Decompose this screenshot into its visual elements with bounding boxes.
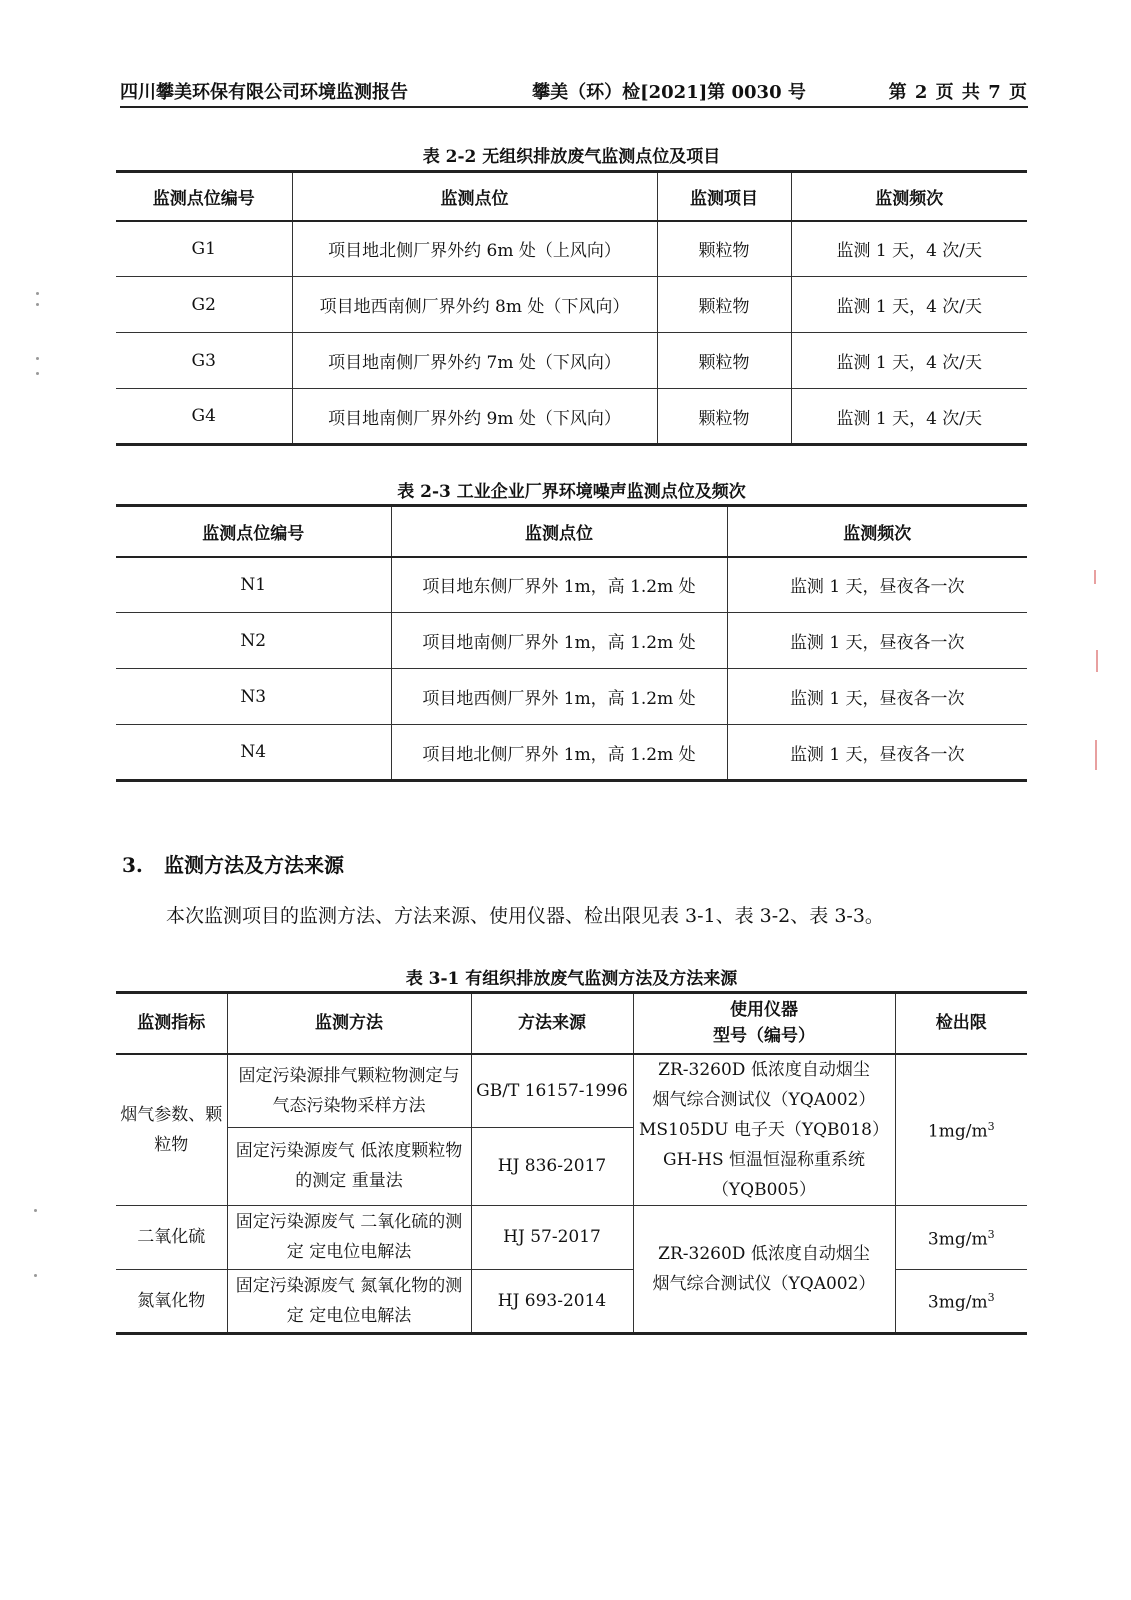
table-cell: 烟气参数、颗粒物 [116, 1054, 227, 1206]
table-cell: G4 [116, 389, 292, 445]
table-cell: 项目地北侧厂界外 1m，高 1.2m 处 [391, 725, 727, 781]
superscript: 3 [987, 1291, 995, 1305]
table-2-2-caption: 表 2-2 无组织排放废气监测点位及项目 [422, 147, 721, 167]
instrument-line: ZR-3260D 低浓度自动烟尘 [658, 1059, 870, 1080]
table-cell [895, 1269, 1027, 1333]
scan-speck [36, 372, 39, 375]
column-header: 监测点位 [292, 172, 657, 221]
detection-limit: 3mg/m [927, 1292, 988, 1313]
section-paragraph: 本次监测项目的监测方法、方法来源、使用仪器、检出限见表 3-1、表 3-2、表 3-3。 [166, 905, 884, 927]
table-row [116, 669, 1027, 725]
table-row [116, 557, 1027, 613]
table-3-1 [116, 991, 1027, 1335]
page-indicator: 第 2 页 共 7 页 [888, 82, 1028, 103]
column-header: 监测点位编号 [116, 172, 292, 221]
column-header: 监测频次 [791, 172, 1027, 221]
page-header [120, 76, 1028, 108]
column-header: 监测点位 [391, 506, 727, 557]
table-cell: 项目地西南侧厂界外约 8m 处（下风向） [292, 277, 657, 333]
section-title-text: 监测方法及方法来源 [164, 853, 344, 877]
table-cell: 监测 1 天，4 次/天 [791, 333, 1027, 389]
scan-speck [34, 1209, 37, 1212]
instrument-line: （YQB005） [711, 1179, 817, 1200]
table-cell: 项目地南侧厂界外 1m，高 1.2m 处 [391, 613, 727, 669]
scan-speck [36, 292, 39, 295]
table-3-1-caption: 表 3-1 有组织排放废气监测方法及方法来源 [405, 969, 738, 989]
column-header-line: 型号（编号） [713, 1026, 815, 1047]
scan-mark [1095, 740, 1097, 770]
table-cell: HJ 57-2017 [471, 1205, 633, 1269]
scan-speck [34, 1274, 37, 1277]
table-cell: 固定污染源废气 低浓度颗粒物的测定 重量法 [227, 1127, 471, 1205]
scan-mark [1096, 650, 1098, 672]
table-cell: N1 [116, 557, 391, 613]
table-2-3-caption: 表 2-3 工业企业厂界环境噪声监测点位及频次 [397, 482, 746, 502]
table-cell: 监测 1 天，昼夜各一次 [727, 613, 1027, 669]
table-header-row [116, 993, 1027, 1054]
table-cell: G1 [116, 221, 292, 277]
superscript: 3 [987, 1120, 995, 1134]
table-cell: G2 [116, 277, 292, 333]
instrument-line: MS105DU 电子天（YQB018） [639, 1119, 889, 1140]
table-cell: HJ 836-2017 [471, 1127, 633, 1205]
table-cell: 项目地南侧厂界外约 7m 处（下风向） [292, 333, 657, 389]
table-row [116, 1205, 1027, 1269]
table-cell: N4 [116, 725, 391, 781]
table-cell: 固定污染源排气颗粒物测定与气态污染物采样方法 [227, 1054, 471, 1128]
scan-speck [36, 303, 39, 306]
instrument-line: GH-HS 恒温恒湿称重系统 [662, 1149, 866, 1170]
table-cell: N3 [116, 669, 391, 725]
table-cell: 颗粒物 [657, 389, 791, 445]
table-cell [633, 1205, 895, 1333]
column-header: 监测方法 [227, 993, 471, 1054]
table-cell: 项目地北侧厂界外约 6m 处（上风向） [292, 221, 657, 277]
table-cell: 二氧化硫 [116, 1205, 227, 1269]
column-header: 方法来源 [471, 993, 633, 1054]
table-row [116, 389, 1027, 445]
table-cell: 项目地南侧厂界外约 9m 处（下风向） [292, 389, 657, 445]
table-cell: 颗粒物 [657, 277, 791, 333]
table-cell: 监测 1 天，昼夜各一次 [727, 669, 1027, 725]
table-row [116, 333, 1027, 389]
table-cell [633, 1054, 895, 1206]
table-2-2 [116, 170, 1027, 446]
table-cell: 颗粒物 [657, 221, 791, 277]
table-cell: 项目地西侧厂界外 1m，高 1.2m 处 [391, 669, 727, 725]
table-cell [895, 1205, 1027, 1269]
column-header: 监测频次 [727, 506, 1027, 557]
table-cell: 监测 1 天，4 次/天 [791, 221, 1027, 277]
table-cell: 监测 1 天，昼夜各一次 [727, 725, 1027, 781]
table-cell: 监测 1 天，4 次/天 [791, 389, 1027, 445]
table-cell: 固定污染源废气 氮氧化物的测定 定电位电解法 [227, 1269, 471, 1333]
column-header: 监测指标 [116, 993, 227, 1054]
table-cell: 氮氧化物 [116, 1269, 227, 1333]
section-number: 3. [122, 853, 143, 877]
instrument-line: ZR-3260D 低浓度自动烟尘 [658, 1243, 870, 1264]
detection-limit: 1mg/m [927, 1121, 988, 1142]
table-row [116, 1054, 1027, 1128]
table-cell: 项目地东侧厂界外 1m，高 1.2m 处 [391, 557, 727, 613]
scan-speck [36, 357, 39, 360]
column-header [633, 993, 895, 1054]
table-header-row [116, 506, 1027, 557]
column-header: 检出限 [895, 993, 1027, 1054]
scan-mark [1094, 570, 1096, 584]
table-cell: N2 [116, 613, 391, 669]
table-row [116, 277, 1027, 333]
table-cell: 监测 1 天，4 次/天 [791, 277, 1027, 333]
column-header: 监测点位编号 [116, 506, 391, 557]
table-row [116, 613, 1027, 669]
section-heading [122, 849, 344, 878]
table-cell: 固定污染源废气 二氧化硫的测定 定电位电解法 [227, 1205, 471, 1269]
superscript: 3 [987, 1227, 995, 1241]
table-cell: GB/T 16157-1996 [471, 1054, 633, 1128]
table-cell [895, 1054, 1027, 1206]
table-row [116, 725, 1027, 781]
table-cell: 颗粒物 [657, 333, 791, 389]
table-cell: HJ 693-2014 [471, 1269, 633, 1333]
table-cell: G3 [116, 333, 292, 389]
instrument-line: 烟气综合测试仪（YQA002） [652, 1089, 876, 1110]
column-header-line: 使用仪器 [730, 1000, 798, 1021]
company-report-title: 四川攀美环保有限公司环境监测报告 [120, 82, 408, 103]
table-2-3 [116, 504, 1027, 782]
table-row [116, 221, 1027, 277]
instrument-line: 烟气综合测试仪（YQA002） [652, 1273, 876, 1294]
table-header-row [116, 172, 1027, 221]
table-cell: 监测 1 天，昼夜各一次 [727, 557, 1027, 613]
detection-limit: 3mg/m [927, 1229, 988, 1250]
report-number: 攀美（环）检[2021]第 0030 号 [532, 82, 806, 103]
column-header: 监测项目 [657, 172, 791, 221]
